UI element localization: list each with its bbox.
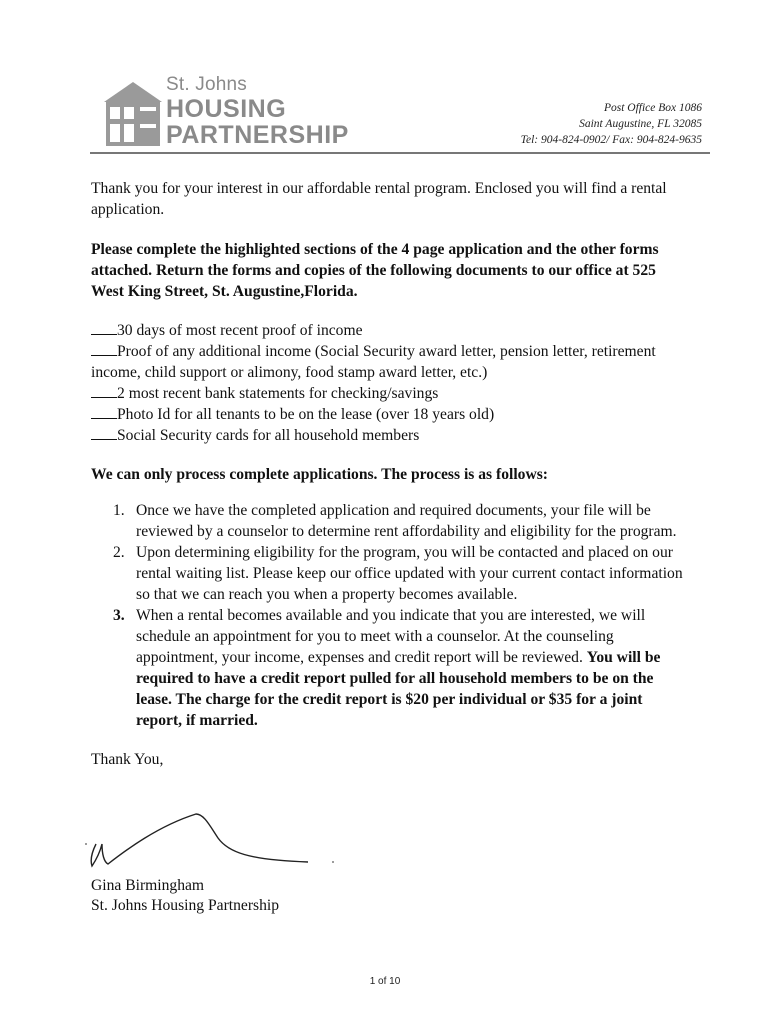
process-step xyxy=(91,542,691,605)
step-number: 3. xyxy=(113,607,125,624)
checklist-item: 30 days of most recent proof of income xyxy=(91,320,691,341)
checkbox-blank xyxy=(91,404,117,419)
checklist-item: 2 most recent bank statements for checking/savings xyxy=(91,383,691,404)
intro-paragraph: Thank you for your interest in our affordable rental program. Enclosed you will find a rental application. xyxy=(91,180,667,218)
checklist-item: Photo Id for all tenants to be on the lease (over 18 years old) xyxy=(91,404,691,425)
signer-block xyxy=(91,876,279,916)
letterhead-divider xyxy=(90,152,710,154)
checkbox-blank xyxy=(91,341,117,356)
instructions-paragraph: Please complete the highlighted sections of the 4 page application and the other forms attached. Return the forms and copies of the following documents to our office at 525 West King Street, St. Augustine,Florida. xyxy=(91,241,659,300)
step-bold-text: You will be required to have a credit report pulled for all household members to be on the lease. The charge for the credit report is $20 per individual or $35 for a joint report, if married. xyxy=(136,649,661,729)
process-steps xyxy=(91,500,691,731)
checkbox-blank xyxy=(91,320,117,335)
process-step xyxy=(91,605,691,731)
step-text: Upon determining eligibility for the program, you will be contacted and placed on our rental waiting list. Please keep our office updated with your current contact information so that we can reach you when a property becomes available. xyxy=(136,544,683,603)
step-text: Once we have the completed application and required documents, your file will be reviewed by a counselor to determine rent affordability and eligibility for the program. xyxy=(136,502,677,540)
signature xyxy=(78,808,348,878)
logo-org-line2: HOUSING xyxy=(166,95,287,123)
logo-org-line3: PARTNERSHIP xyxy=(166,121,349,149)
checklist-item: Social Security cards for all household members xyxy=(91,425,691,446)
address-line2: Saint Augustine, FL 32085 xyxy=(579,118,702,130)
org-logo xyxy=(102,74,372,152)
signer-org: St. Johns Housing Partnership xyxy=(91,897,280,914)
signer-name: Gina Birmingham xyxy=(91,877,205,894)
page-number: 1 of 10 xyxy=(369,976,401,987)
process-heading: We can only process complete applications. The process is as follows: xyxy=(91,466,548,483)
closing: Thank You, xyxy=(91,751,164,768)
letterhead-contact xyxy=(521,100,702,148)
process-step xyxy=(91,500,691,542)
step-number: 2. xyxy=(113,544,125,561)
checkbox-blank xyxy=(91,383,117,398)
checklist-item: Proof of any additional income (Social Security award letter, pension letter, retirement income, child support or alimony, food stamp award letter, etc.) xyxy=(91,343,656,381)
document-checklist xyxy=(91,320,691,446)
house-logo-icon xyxy=(102,80,164,148)
checkbox-blank xyxy=(91,425,117,440)
step-text: When a rental becomes available and you indicate that you are interested, we will schedule an appointment for you to meet with a counselor. At the counseling appointment, your income, expenses and credit report will be reviewed. xyxy=(136,607,646,666)
logo-org-line1: St. Johns xyxy=(166,74,248,95)
letter-body xyxy=(91,178,691,770)
address-line1: Post Office Box 1086 xyxy=(603,102,702,114)
phone-fax: Tel: 904-824-0902/ Fax: 904-824-9635 xyxy=(520,134,702,146)
step-number: 1. xyxy=(113,502,125,519)
